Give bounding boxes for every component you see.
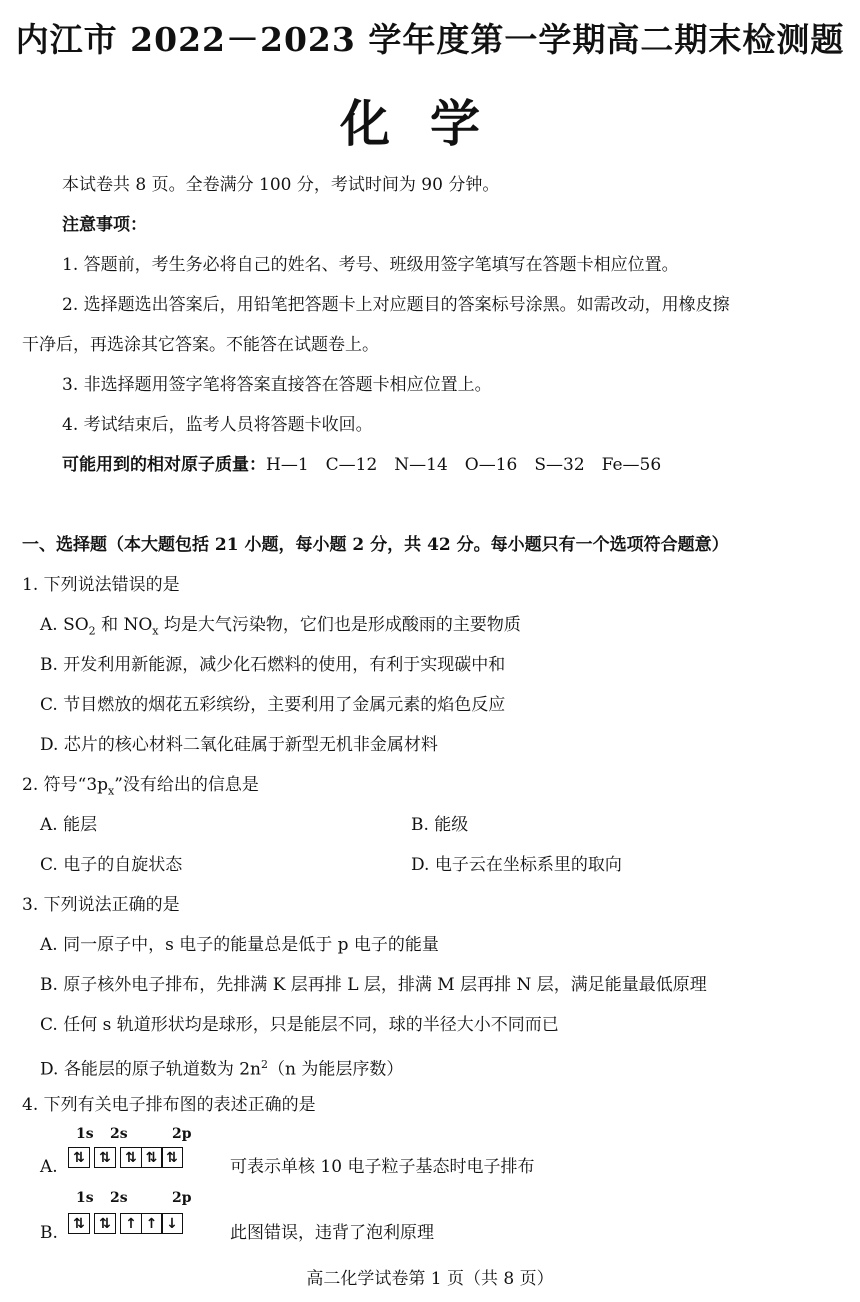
q1-option-d: D. 芯片的核心材料二氧化硅属于新型无机非金属材料 [40,735,438,755]
note-4: 4. 考试结束后，监考人员将答题卡收回。 [62,415,373,435]
page-footer: 高二化学试卷第 1 页（共 8 页） [306,1269,554,1289]
q4-option-b-text: 此图错误，违背了泡利原理 [230,1223,434,1243]
note-2: 2. 选择题选出答案后，用铅笔把答题卡上对应题目的答案标号涂黑。如需改动，用橡皮擦 [62,295,730,315]
orbital-label-2s: 2s [110,1190,128,1206]
orbital-box: ⇅ [68,1213,90,1234]
note-2-cont: 干净后，再选涂其它答案。不能答在试题卷上。 [22,335,379,355]
notice-heading: 注意事项： [62,215,147,235]
q2-option-a: A. 能层 [40,815,98,835]
note-3: 3. 非选择题用签字笔将答案直接答在答题卡相应位置上。 [62,375,492,395]
orbital-box: ⇅ [161,1147,183,1168]
orbital-label-2p: 2p [172,1190,192,1206]
q2-stem: 2. 符号“$3p_x$”没有给出的信息是 [22,775,259,798]
q3-option-d: D. 各能层的原子轨道数为 $2n^2(n$ 为能层序数） [40,1058,404,1080]
q1-stem: 1. 下列说法错误的是 [22,575,180,595]
exam-summary: 本试卷共 8 页。全卷满分 100 分，考试时间为 90 分钟。 [62,175,500,195]
note-1: 1. 答题前，考生务必将自己的姓名、考号、班级用签字笔填写在答题卡相应位置。 [62,255,679,275]
subject-title: 化学 [340,94,520,153]
orbital-box: ⇅ [68,1147,90,1168]
q4-stem: 4. 下列有关电子排布图的表述正确的是 [22,1095,316,1115]
q4-option-b-letter: B. [40,1223,58,1243]
orbital-label-2p: 2p [172,1126,192,1142]
orbital-box: ↓ [161,1213,183,1234]
atomic-mass-values: H—1 C—12 N—14 O—16 S—32 Fe—56 [266,455,662,475]
section-heading: 一、选择题（本大题包括 21 小题，每小题 2 分，共 42 分。每小题只有一个选项符合题意） [22,535,729,555]
atomic-mass-label: 可能用到的相对原子质量： [62,455,266,475]
exam-title: 内江市 2022－2023 学年度第一学期高二期末检测题 [15,20,845,59]
orbital-box: ↑ [141,1213,163,1234]
q4-option-a-text: 可表示单核 10 电子粒子基态时电子排布 [230,1157,535,1177]
q1-option-c: C. 节目燃放的烟花五彩缤纷，主要利用了金属元素的焰色反应 [40,695,506,715]
q2-option-d: D. 电子云在坐标系里的取向 [411,855,622,875]
orbital-diagram-b [68,1213,183,1234]
q3-option-c: C. 任何 s 轨道形状均是球形，只是能层不同，球的半径大小不同而已 [40,1015,559,1035]
orbital-diagram-a [68,1147,183,1168]
q1-option-a: A. $SO_2$ 和 $NO_x$ 均是大气污染物，它们也是形成酸雨的主要物质 [40,615,521,638]
atomic-mass-line [62,454,661,476]
q2-option-c: C. 电子的自旋状态 [40,855,183,875]
orbital-box: ⇅ [94,1147,116,1168]
orbital-label-1s: 1s [76,1126,94,1142]
q3-stem: 3. 下列说法正确的是 [22,895,180,915]
orbital-box: ↑ [120,1213,142,1234]
orbital-box: ⇅ [141,1147,163,1168]
orbital-label-2s: 2s [110,1126,128,1142]
orbital-box: ⇅ [94,1213,116,1234]
q2-option-b: B. 能级 [411,815,469,835]
orbital-box: ⇅ [120,1147,142,1168]
q4-option-a-letter: A. [40,1157,58,1177]
q3-option-b: B. 原子核外电子排布，先排满 K 层再排 L 层，排满 M 层再排 N 层，满足能量最低原理 [40,975,707,995]
q1-option-b: B. 开发利用新能源，减少化石燃料的使用，有利于实现碳中和 [40,655,506,675]
q3-option-a: A. 同一原子中，s 电子的能量总是低于 p 电子的能量 [40,935,439,955]
orbital-label-1s: 1s [76,1190,94,1206]
